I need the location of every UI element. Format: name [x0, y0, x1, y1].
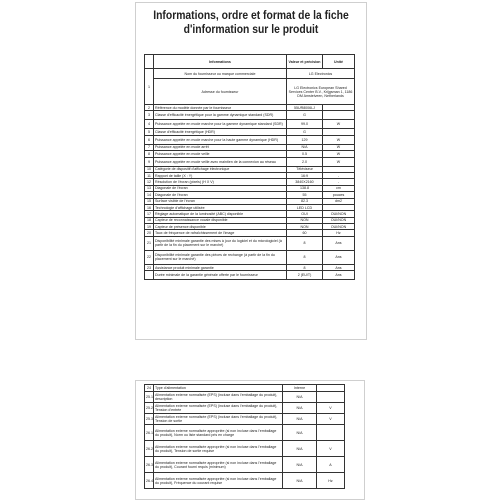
row-value: 60 [287, 230, 323, 236]
header-informations: Informations [154, 55, 287, 69]
row-number: 1 [145, 69, 154, 105]
supplier-address-line: Services Center B.V., Krijgsman 1, 1186 [288, 89, 353, 94]
row-unit: - [323, 179, 355, 185]
row-value: 2.0 [287, 157, 323, 166]
row-value: N/A [287, 144, 323, 150]
row-label: Durée minimale de la garantie générale offerte par le fournisseur [154, 271, 287, 280]
row-label: Référence du modèle donnée par le fournisseur [154, 105, 287, 111]
row-unit: W [323, 151, 355, 157]
row-value: Téléviseur [287, 166, 323, 172]
row-number: 11 [145, 172, 154, 178]
page-title-line-2: d'information sur le produit [183, 24, 319, 36]
row-unit: pouces [323, 192, 355, 198]
row-number: 10 [145, 166, 154, 172]
row-label: Capteur de reconnaissance vocale disponible [154, 217, 287, 223]
table-row [145, 473, 345, 489]
row-unit: W [323, 157, 355, 166]
row-value: G [287, 111, 323, 120]
product-fiche-page-1 [135, 2, 367, 340]
row-label: Alimentation externe normalisée appropriée (si non incluse dans l'emballage du produit), Courant fourni requis (minimum) [154, 457, 283, 473]
row-number: 25.2 [145, 403, 154, 414]
row-number: 13 [145, 185, 154, 191]
table-row [145, 425, 345, 441]
row-number: 26.4 [145, 473, 154, 489]
row-value: N/A [283, 414, 317, 425]
table-row [145, 111, 355, 120]
row-unit: V [317, 441, 345, 457]
supplier-address-value [287, 79, 355, 105]
row-label: Type d'alimentation [154, 385, 283, 392]
row-unit: cm [323, 185, 355, 191]
row-number: 5 [145, 129, 154, 135]
row-label: Puissance appelée en mode marche pour la gamme dynamique standard (SDR) [154, 120, 287, 129]
product-info-table [144, 54, 355, 280]
row-unit: Ans [323, 264, 355, 270]
row-unit: OUI/NON [323, 217, 355, 223]
row-label: Taux de fréquence de rafraîchissement de l'image [154, 230, 287, 236]
row-unit: Hz [323, 230, 355, 236]
row-number: 2 [145, 105, 154, 111]
row-unit [317, 392, 345, 403]
row-number: 25.3 [145, 414, 154, 425]
table-row [145, 414, 345, 425]
row-value: OUI [287, 211, 323, 217]
row-number: 15 [145, 198, 154, 204]
row-unit: OUI/NON [323, 224, 355, 230]
row-unit: Ans [323, 271, 355, 280]
row-number: 8 [145, 151, 154, 157]
row-label: Disponibilité minimale garantie des pièces de rechange (à partir de la fin du placement sur le marché) [154, 250, 287, 264]
table-row [145, 236, 355, 250]
row-label: Alimentation externe normalisée appropriée (si non incluse dans l'emballage du produit), Norm ou liste standard pris en charge [154, 425, 283, 441]
row-label: Alimentation externe normalisée (EPS) (incluse dans l'emballage du produit), Tension de sortie [154, 414, 283, 425]
table-row [145, 250, 355, 264]
row-value: 129 [287, 135, 323, 144]
row-value: 99.0 [287, 120, 323, 129]
row-value: N/A [283, 392, 317, 403]
supplier-address-line: LG Electronics European Shared [294, 85, 347, 90]
row-label: Réglage automatique de la luminosité (ABC) disponible [154, 211, 287, 217]
row-value: 8 [287, 250, 323, 264]
row-number: 19 [145, 224, 154, 230]
row-number: 18 [145, 217, 154, 223]
row-number: 16 [145, 204, 154, 210]
row-unit: Ans [323, 250, 355, 264]
row-number: 20 [145, 230, 154, 236]
row-unit: W [323, 135, 355, 144]
row-label: Capteur de présence disponible [154, 224, 287, 230]
row-unit: - [323, 172, 355, 178]
row-label: Puissance appelée en mode veille [154, 151, 287, 157]
table-row [145, 385, 345, 392]
row-label: Puissance appelée en mode arrêt [154, 144, 287, 150]
row-value: N/A [283, 473, 317, 489]
row-value: LED LCD [287, 204, 323, 210]
row-label: Puissance appelée en mode veille avec maintien de la connexion au réseau [154, 157, 287, 166]
row-unit: dm2 [323, 198, 355, 204]
row-value: N/A [283, 403, 317, 414]
row-unit: Ans [323, 236, 355, 250]
row-label: Assistance produit minimale garantie [154, 264, 287, 270]
row-label: Alimentation externe normalisée (EPS) (incluse dans l'emballage du produit), description [154, 392, 283, 403]
row-value: G [287, 129, 323, 135]
supplier-address-label: Adresse du fournisseur [154, 79, 287, 105]
row-value: NON [287, 224, 323, 230]
supplier-address-line: DM Amstelveen, Netherlands [297, 93, 344, 98]
row-unit: OUI/NON [323, 211, 355, 217]
table-row [145, 157, 355, 166]
row-number: 14 [145, 192, 154, 198]
row-label: Classe d'efficacité énergétique (HDR) [154, 129, 287, 135]
row-number: 26.1 [145, 425, 154, 441]
table-row [145, 457, 345, 473]
row-number: 21 [145, 236, 154, 250]
row-unit: V [317, 403, 345, 414]
row-label: Alimentation externe normalisée appropriée (si non incluse dans l'emballage du produit), Tension de sortie requise [154, 441, 283, 457]
row-number: 7 [145, 144, 154, 150]
table-row [145, 392, 345, 403]
row-label: Disponibilité minimale garantie des mises à jour du logiciel et du micrologiciel (à partir de la fin du placement sur le marché) [154, 236, 287, 250]
row-number: 6 [145, 135, 154, 144]
row-unit [317, 385, 345, 392]
row-number: 4 [145, 120, 154, 129]
row-unit [317, 425, 345, 441]
row-value: 8 [287, 236, 323, 250]
row-unit: Hz [317, 473, 345, 489]
row-value: 55 [287, 192, 323, 198]
row-value: 82.3 [287, 198, 323, 204]
row-number: 22 [145, 250, 154, 264]
row-value: N/A [283, 425, 317, 441]
row-value: 138.8 [287, 185, 323, 191]
row-value: 8 [287, 264, 323, 270]
header-value: Valeur et précision [287, 55, 323, 69]
table-row [145, 403, 345, 414]
row-value: 3840X2160 [287, 179, 323, 185]
row-unit: W [323, 120, 355, 129]
row-label: Alimentation externe normalisée (EPS) (incluse dans l'emballage du produit), Tension d'entrée [154, 403, 283, 414]
row-unit: V [317, 414, 345, 425]
row-label: Rapport de taille (X : Y) [154, 172, 287, 178]
row-unit [323, 111, 355, 120]
row-number: 9 [145, 157, 154, 166]
supplier-name-value: LG Electronics [287, 69, 355, 79]
row-value: NON [287, 217, 323, 223]
row-value: 0.5 [287, 151, 323, 157]
row-number: 23 [145, 264, 154, 270]
table-row [145, 135, 355, 144]
row-value: 55UR8006LJ [287, 105, 323, 111]
power-supply-table [144, 384, 345, 489]
header-unit: Unité [323, 55, 355, 69]
row-label: Catégorie de dispositif d'affichage électronique [154, 166, 287, 172]
supplier-name-label: Nom du fournisseur ou marque commerciale [154, 69, 287, 79]
row-label: Classe d'efficacité énergétique pour la gamme dynamique standard (SDR) [154, 111, 287, 120]
row-label: Technologie d'affichage utilisée [154, 204, 287, 210]
row-unit: A [317, 457, 345, 473]
row-label: Diagonale de l'écran [154, 185, 287, 191]
row-number: 26.3 [145, 457, 154, 473]
row-value: N/A [283, 441, 317, 457]
row-number [145, 271, 154, 280]
row-label: Résolution de l'écran (pixels) (H X V) [154, 179, 287, 185]
row-value: N/A [283, 457, 317, 473]
row-label: Surface visible de l'écran [154, 198, 287, 204]
row-unit: W [323, 144, 355, 150]
row-number: 25.1 [145, 392, 154, 403]
product-fiche-page-2 [135, 380, 365, 500]
table-row [145, 441, 345, 457]
row-number: 12 [145, 179, 154, 185]
row-number: 24 [145, 385, 154, 392]
table-row [145, 271, 355, 280]
row-value: 2 (EU/T) [287, 271, 323, 280]
header-number [145, 55, 154, 69]
row-label: Alimentation externe normalisée appropriée (si non incluse dans l'emballage du produit), Fréquence du courant requise [154, 473, 283, 489]
row-label: Puissance appelée en mode marche pour la haute gamme dynamique (HDR) [154, 135, 287, 144]
row-value: Interne [283, 385, 317, 392]
row-value: 16:9 [287, 172, 323, 178]
row-number: 17 [145, 211, 154, 217]
table-row [145, 120, 355, 129]
row-label: Diagonale de l'écran [154, 192, 287, 198]
page-title-line-1: Informations, ordre et format de la fiche [153, 10, 349, 22]
row-number: 3 [145, 111, 154, 120]
row-number: 26.2 [145, 441, 154, 457]
